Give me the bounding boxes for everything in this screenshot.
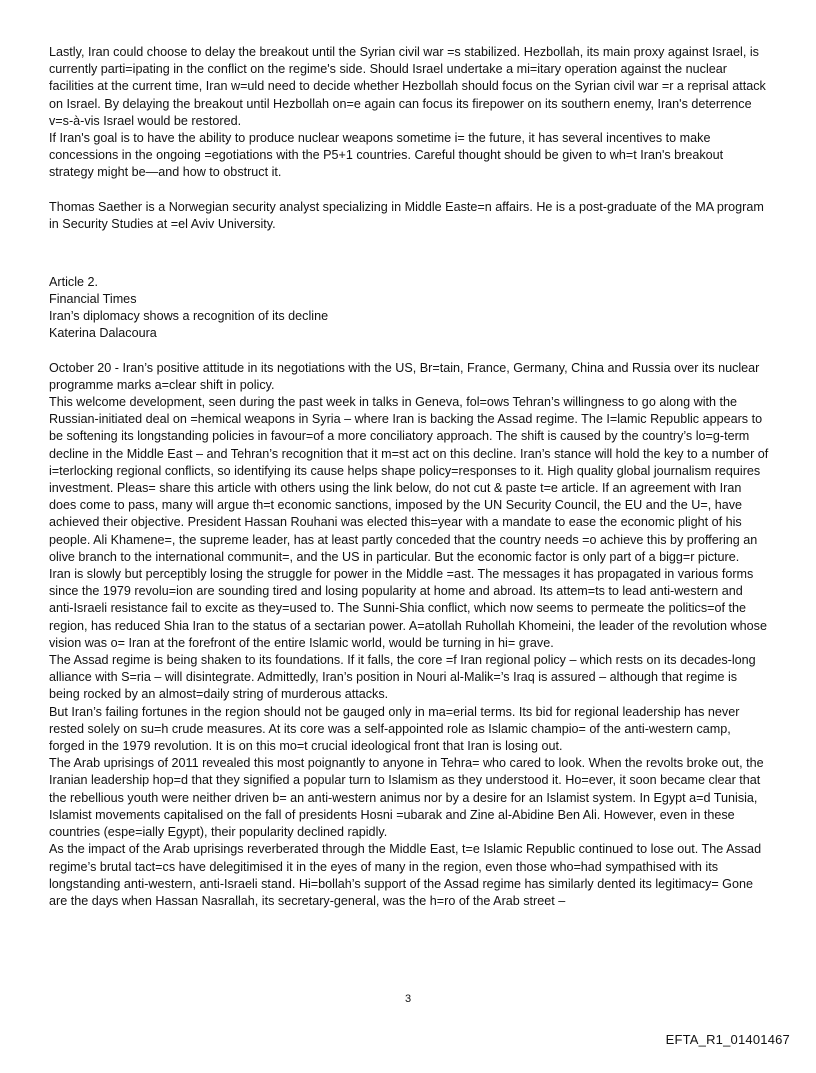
paragraph: This welcome development, seen during the past week in talks in Geneva, fol=ows Tehran’s willingness to go along with the Russian-initiated deal on =hemical weapons in Syria – where Iran is backing the Assad regime. The I=lamic Republic appears to be softening its longstanding policies in favour=of a more conciliatory approach. The shift is caused by the country’s lo=g-term decline in the Middle East – and Tehran’s recognition that it m=st act on this decline. Iran’s stance will hold the key to a number of i=terlocking regional conflicts, so identifying its cause helps shape policy=responses to it. High quality global journalism requires investment. Pleas= share this article with others using the link below, do not cut & paste t=e article. If an agreement with Iran does come to pass, many will argue th=t economic sanctions, imposed by the UN Security Council, the EU and the U=, have achieved their objective. President Hassan Rouhani was elected this=year with a mandate to ease the economic plight of his people. Ali Khamene=, the supreme leader, has at least partly conceded that the country needs =o achieve this by proffering an olive branch to the international communit=, and the US in particular. But the economic factor is only part of a bigg=r picture. — [49, 395, 769, 564]
paragraph: Lastly, Iran could choose to delay the breakout until the Syrian civil war =s stabilized. Hezbollah, its main proxy against Israel, is currently parti=ipating in the conflict on the regime's side. Should Israel undertake a mi=itary operation against the nuclear facilities at the current time, Iran w=uld need to decide whether Hezbollah should focus on the Syrian civil war =r a reprisal attack on Israel. By delaying the breakout until Hezbollah on=e again can focus its firepower on its southern enemy, Iran's deterrence v=s-à-vis Israel would be restored. — [49, 45, 766, 128]
paragraph: But Iran’s failing fortunes in the region should not be gauged only in ma=erial terms. Its bid for regional leadership has never rested solely on su=h crude measures. At its core was a self-appointed role as Islamic champio= of the anti-western camp, forged in the 1979 revolution. It is on this mo=t crucial ideological front that Iran is losing out. — [49, 704, 740, 754]
article-title: Iran’s diplomacy shows a recognition of its decline — [49, 309, 329, 324]
paragraph: If Iran's goal is to have the ability to produce nuclear weapons sometime i= the future, it has several incentives to make concessions in the ongoing =egotiations with the P5+1 countries. Careful thought should be given to wh=t Iran's breakout strategy might be—and how to obstruct it. — [49, 131, 724, 180]
document-body — [49, 44, 769, 910]
page-number: 3 — [404, 993, 412, 1005]
paragraph: Iran is slowly but perceptibly losing the struggle for power in the Middle =ast. The messages it has propagated in various forms since the 1979 revolu=ion are sounding tired and losing popularity at home and abroad. Its attem=ts to lead anti-western and anti-Israeli resistance fail to excite as they=used to. The Sunni-Shia conflict, which now seems to permeate the politics=of the region, has reduced Shia Iran to the status of a sectarian power. A=atollah Ruhollah Khomeini, the leader of the revolution whose vision was o= Iran at the forefront of the entire Islamic world, would be turning in hi= grave. — [49, 567, 767, 650]
paragraph: The Assad regime is being shaken to its foundations. If it falls, the core =f Iran regional policy – which rests on its decades-long alliance with S=ria – will disintegrate. Admittedly, Iran’s position in Nouri al-Malik=’s Iraq is assured – although that regime is being rocked by an almost=daily string of murderous attacks. — [49, 653, 756, 702]
paragraph: As the impact of the Arab uprisings reverberated through the Middle East, t=e Islamic Republic continued to lose out. The Assad regime’s brutal tact=cs have delegitimised it in the eyes of many in the region, even those who=had sympathised with its longstanding anti-western, anti-Israeli stand. Hi=bollah’s support of the Assad regime has similarly dented its legitimacy= Gone are the days when Hassan Nasrallah, its secretary-general, was the h=ro of the Arab street – — [49, 842, 762, 908]
document-id: EFTA_R1_01401467 — [665, 1032, 790, 1047]
article-author: Katerina Dalacoura — [49, 326, 157, 341]
author-bio: Thomas Saether is a Norwegian security analyst specializing in Middle Easte=n affairs. He is a post-graduate of the MA program in Security Studies at =el Aviv University. — [49, 199, 764, 232]
article-source: Financial Times — [49, 291, 137, 306]
paragraph: October 20 - Iran’s positive attitude in its negotiations with the US, Br=tain, France, Germany, China and Russia over its nuclear programme marks a=clear shift in policy. — [49, 360, 760, 392]
paragraph: The Arab uprisings of 2011 revealed this most poignantly to anyone in Tehra= who cared to look. When the revolts broke out, the Iranian leadership hop=d that they signified a popular turn to Islamism as they understood it. Ho=ever, it soon became clear that the rebellious youth were neither driven b= an anti-western animus nor by a desire for an Islamist system. In Egypt a=d Tunisia, Islamist movements capitalised on the fall of presidents Hosni =ubarak and Zine al-Abidine Ben Ali. However, even in these countries (espe=ially Egypt), their popularity declined rapidly. — [49, 756, 764, 840]
article-label: Article 2. — [49, 274, 98, 289]
